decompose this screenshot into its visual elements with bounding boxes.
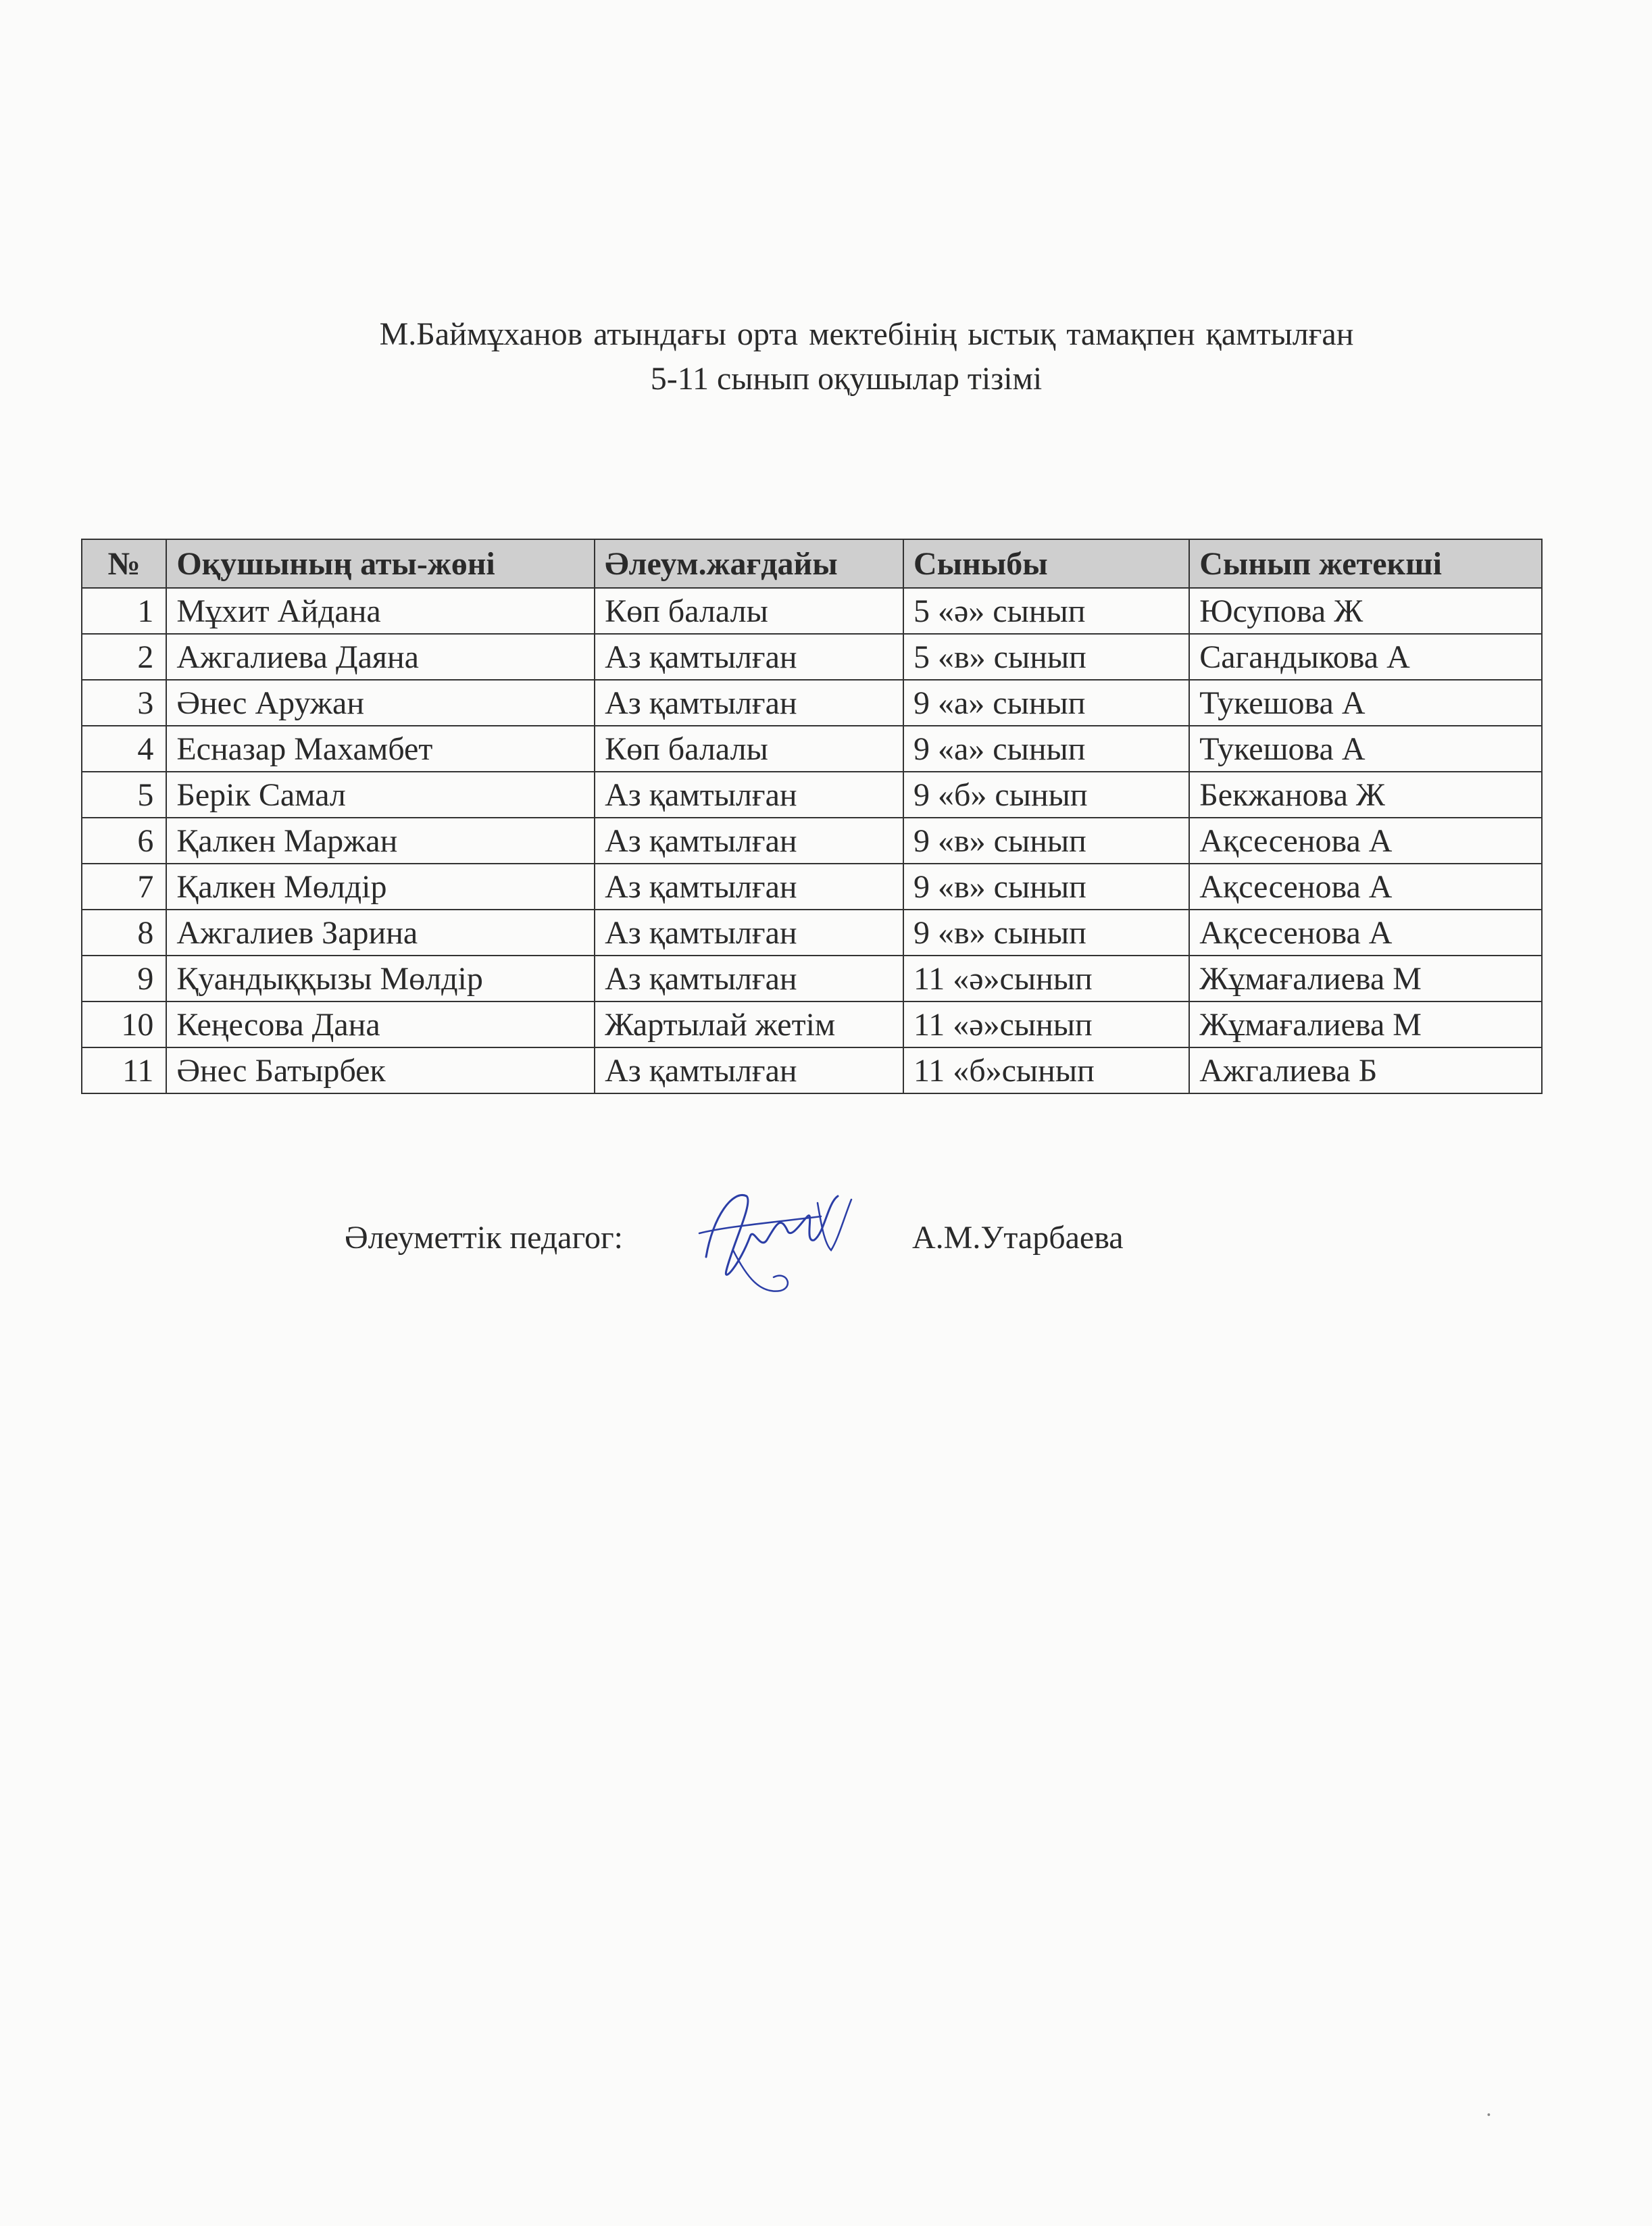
cell-social-status: Аз қамтылған: [595, 634, 903, 680]
cell-social-status: Аз қамтылған: [595, 1047, 903, 1093]
cell-student-name: Әнес Аружан: [166, 680, 595, 726]
cell-class: 5 «в» сынып: [903, 634, 1189, 680]
table-row: [82, 1001, 1542, 1047]
cell-number: 2: [82, 634, 166, 680]
cell-social-status: Аз қамтылған: [595, 956, 903, 1001]
header-class-teacher: Сынып жетекші: [1189, 539, 1542, 588]
document-title: [0, 312, 1652, 401]
scan-speck: ꞏ: [1486, 2106, 1491, 2123]
table-row: [82, 1047, 1542, 1093]
cell-number: 11: [82, 1047, 166, 1093]
cell-social-status: Аз қамтылған: [595, 680, 903, 726]
table-body: [82, 588, 1542, 1093]
table-row: [82, 818, 1542, 864]
cell-class: 9 «б» сынып: [903, 772, 1189, 818]
cell-class-teacher: Ажгалиева Б: [1189, 1047, 1542, 1093]
cell-class-teacher: Ақсесенова А: [1189, 910, 1542, 956]
students-table: [81, 539, 1543, 1094]
table-row: [82, 726, 1542, 772]
cell-class-teacher: Бекжанова Ж: [1189, 772, 1542, 818]
cell-student-name: Ажгалиева Даяна: [166, 634, 595, 680]
title-line-1: М.Баймұханов атындағы орта мектебінің ыстық тамақпен қамтылған: [379, 316, 1354, 352]
cell-class-teacher: Жұмағалиева М: [1189, 956, 1542, 1001]
cell-social-status: Көп балалы: [595, 726, 903, 772]
cell-class-teacher: Жұмағалиева М: [1189, 1001, 1542, 1047]
cell-student-name: Есназар Махамбет: [166, 726, 595, 772]
cell-student-name: Қалкен Мөлдір: [166, 864, 595, 910]
header-social-status: Әлеум.жағдайы: [595, 539, 903, 588]
cell-student-name: Қуандыққызы Мөлдір: [166, 956, 595, 1001]
cell-student-name: Берік Самал: [166, 772, 595, 818]
header-student-name: Оқушының аты-жөні: [166, 539, 595, 588]
cell-class: 9 «а» сынып: [903, 680, 1189, 726]
cell-class: 9 «в» сынып: [903, 864, 1189, 910]
table-row: [82, 680, 1542, 726]
header-class: Сыныбы: [903, 539, 1189, 588]
table-row: [82, 864, 1542, 910]
cell-class: 9 «в» сынып: [903, 818, 1189, 864]
cell-number: 9: [82, 956, 166, 1001]
handwritten-signature: [686, 1176, 861, 1304]
signature-label: Әлеуметтік педагог:: [345, 1220, 623, 1256]
cell-number: 3: [82, 680, 166, 726]
cell-social-status: Көп балалы: [595, 588, 903, 634]
signer-name: А.М.Утарбаева: [912, 1220, 1124, 1256]
cell-social-status: Жартылай жетім: [595, 1001, 903, 1047]
cell-number: 6: [82, 818, 166, 864]
cell-class-teacher: Тукешова А: [1189, 726, 1542, 772]
cell-student-name: Ажгалиев Зарина: [166, 910, 595, 956]
cell-class: 9 «а» сынып: [903, 726, 1189, 772]
cell-social-status: Аз қамтылған: [595, 818, 903, 864]
cell-class: 11 «ә»сынып: [903, 956, 1189, 1001]
cell-number: 4: [82, 726, 166, 772]
cell-social-status: Аз қамтылған: [595, 864, 903, 910]
cell-class-teacher: Ақсесенова А: [1189, 818, 1542, 864]
cell-class: 9 «в» сынып: [903, 910, 1189, 956]
cell-number: 10: [82, 1001, 166, 1047]
table-row: [82, 772, 1542, 818]
cell-class: 11 «ә»сынып: [903, 1001, 1189, 1047]
cell-social-status: Аз қамтылған: [595, 910, 903, 956]
cell-student-name: Қалкен Маржан: [166, 818, 595, 864]
cell-class: 5 «ә» сынып: [903, 588, 1189, 634]
cell-student-name: Мұхит Айдана: [166, 588, 595, 634]
cell-class: 11 «б»сынып: [903, 1047, 1189, 1093]
cell-number: 5: [82, 772, 166, 818]
cell-class-teacher: Ақсесенова А: [1189, 864, 1542, 910]
cell-class-teacher: Сагандыкова А: [1189, 634, 1542, 680]
cell-number: 7: [82, 864, 166, 910]
cell-class-teacher: Тукешова А: [1189, 680, 1542, 726]
table-row: [82, 956, 1542, 1001]
cell-student-name: Кеңесова Дана: [166, 1001, 595, 1047]
cell-class-teacher: Юсупова Ж: [1189, 588, 1542, 634]
title-line-2: 5-11 сынып оқушылар тізімі: [650, 361, 1043, 397]
header-number: №: [82, 539, 166, 588]
table-row: [82, 588, 1542, 634]
table-row: [82, 910, 1542, 956]
cell-number: 1: [82, 588, 166, 634]
cell-number: 8: [82, 910, 166, 956]
table-header-row: [82, 539, 1542, 588]
cell-student-name: Әнес Батырбек: [166, 1047, 595, 1093]
table-row: [82, 634, 1542, 680]
cell-social-status: Аз қамтылған: [595, 772, 903, 818]
